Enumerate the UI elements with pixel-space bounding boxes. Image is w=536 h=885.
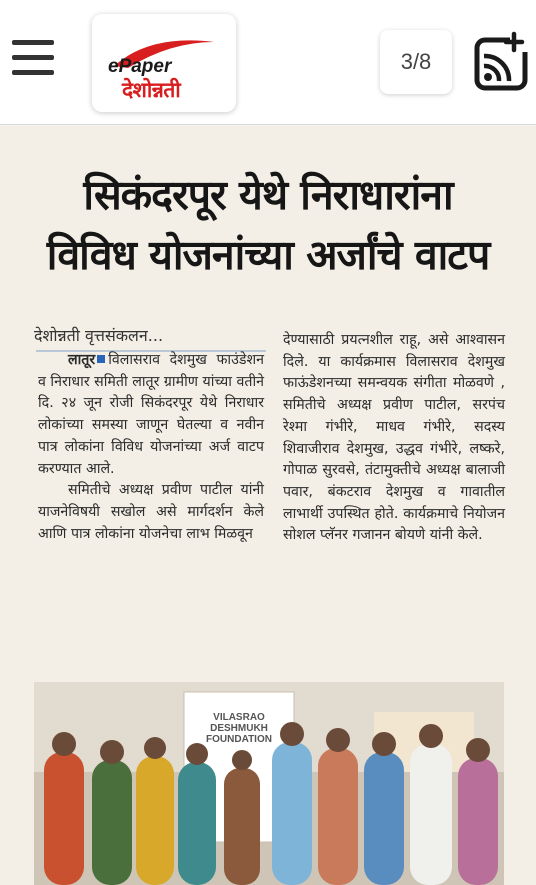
paragraph-2 [38, 480, 264, 545]
paragraph-3: देण्यासाठी प्रयत्नशील राहू, असे आश्वासन दिले. या कार्यक्रमास विलासराव देशमुख फाऊंडेशनच्या समन्वयक संगीता मोळवणे , समितीचे अध्यक्ष प्रवीण पाटील, सरपंच रेश्मा गंभीरे, माधव गंभीरे, सदस्य शिवाजीराव देशमुख, उद्धव गंभीरे, लष्करे, गोपाळ सुरवसे, तंटामुक्तीचे अध्यक्ष बालाजी पवार, बंकटराव देशमुख व गावातील लाभार्थी उपस्थित होते. कार्यक्रमाचे नियोजन सोशल प्लॅनर गजानन बोयणे यांनी केले. [283, 332, 505, 544]
app-header [0, 0, 536, 125]
headline-line-2: विविध योजनांच्या अर्जांचे वाटप [46, 231, 490, 279]
article-column-right [283, 330, 505, 547]
cast-icon[interactable] [474, 30, 532, 92]
headline-line-1: सिकंदरपूर येथे निराधारांना [83, 171, 453, 219]
bullet-square-icon [97, 355, 105, 363]
article-photo [34, 682, 504, 885]
menu-icon[interactable] [12, 40, 54, 76]
paragraph-1 [38, 350, 264, 480]
app-logo[interactable] [92, 14, 236, 112]
newspaper-clipping[interactable] [0, 126, 536, 885]
article-column-left [38, 350, 264, 545]
page-counter[interactable]: 3/8 [380, 30, 452, 94]
logo-name-text: देशोन्नती [122, 78, 181, 102]
dateline: लातूर [68, 352, 96, 368]
logo-epaper-text: ePaper [108, 56, 172, 77]
byline: देशोन्नती वृत्तसंकलन... [34, 326, 164, 345]
photo-banner-text: VILASRAO DESHMUKH FOUNDATION [206, 712, 272, 745]
paragraph-1-text: विलासराव देशमुख फाउंडेशन व निराधार समिती लातूर ग्रामीण यांच्या वतीने दि. २४ जून रोजी सिकंदरपूर येथे निराधार लोकांच्या समस्या जाणून घेतल्या व नवीन पात्र लोकांना विविध योजनांच्या अर्ज वाटप करण्यात आले. [38, 352, 264, 477]
paragraph-2-text: समितीचे अध्यक्ष प्रवीण पाटील यांनी याजनेविषयी सखोल असे मार्गदर्शन केले आणि पात्र लोकांना योजनेचा लाभ मिळवून [38, 482, 264, 542]
